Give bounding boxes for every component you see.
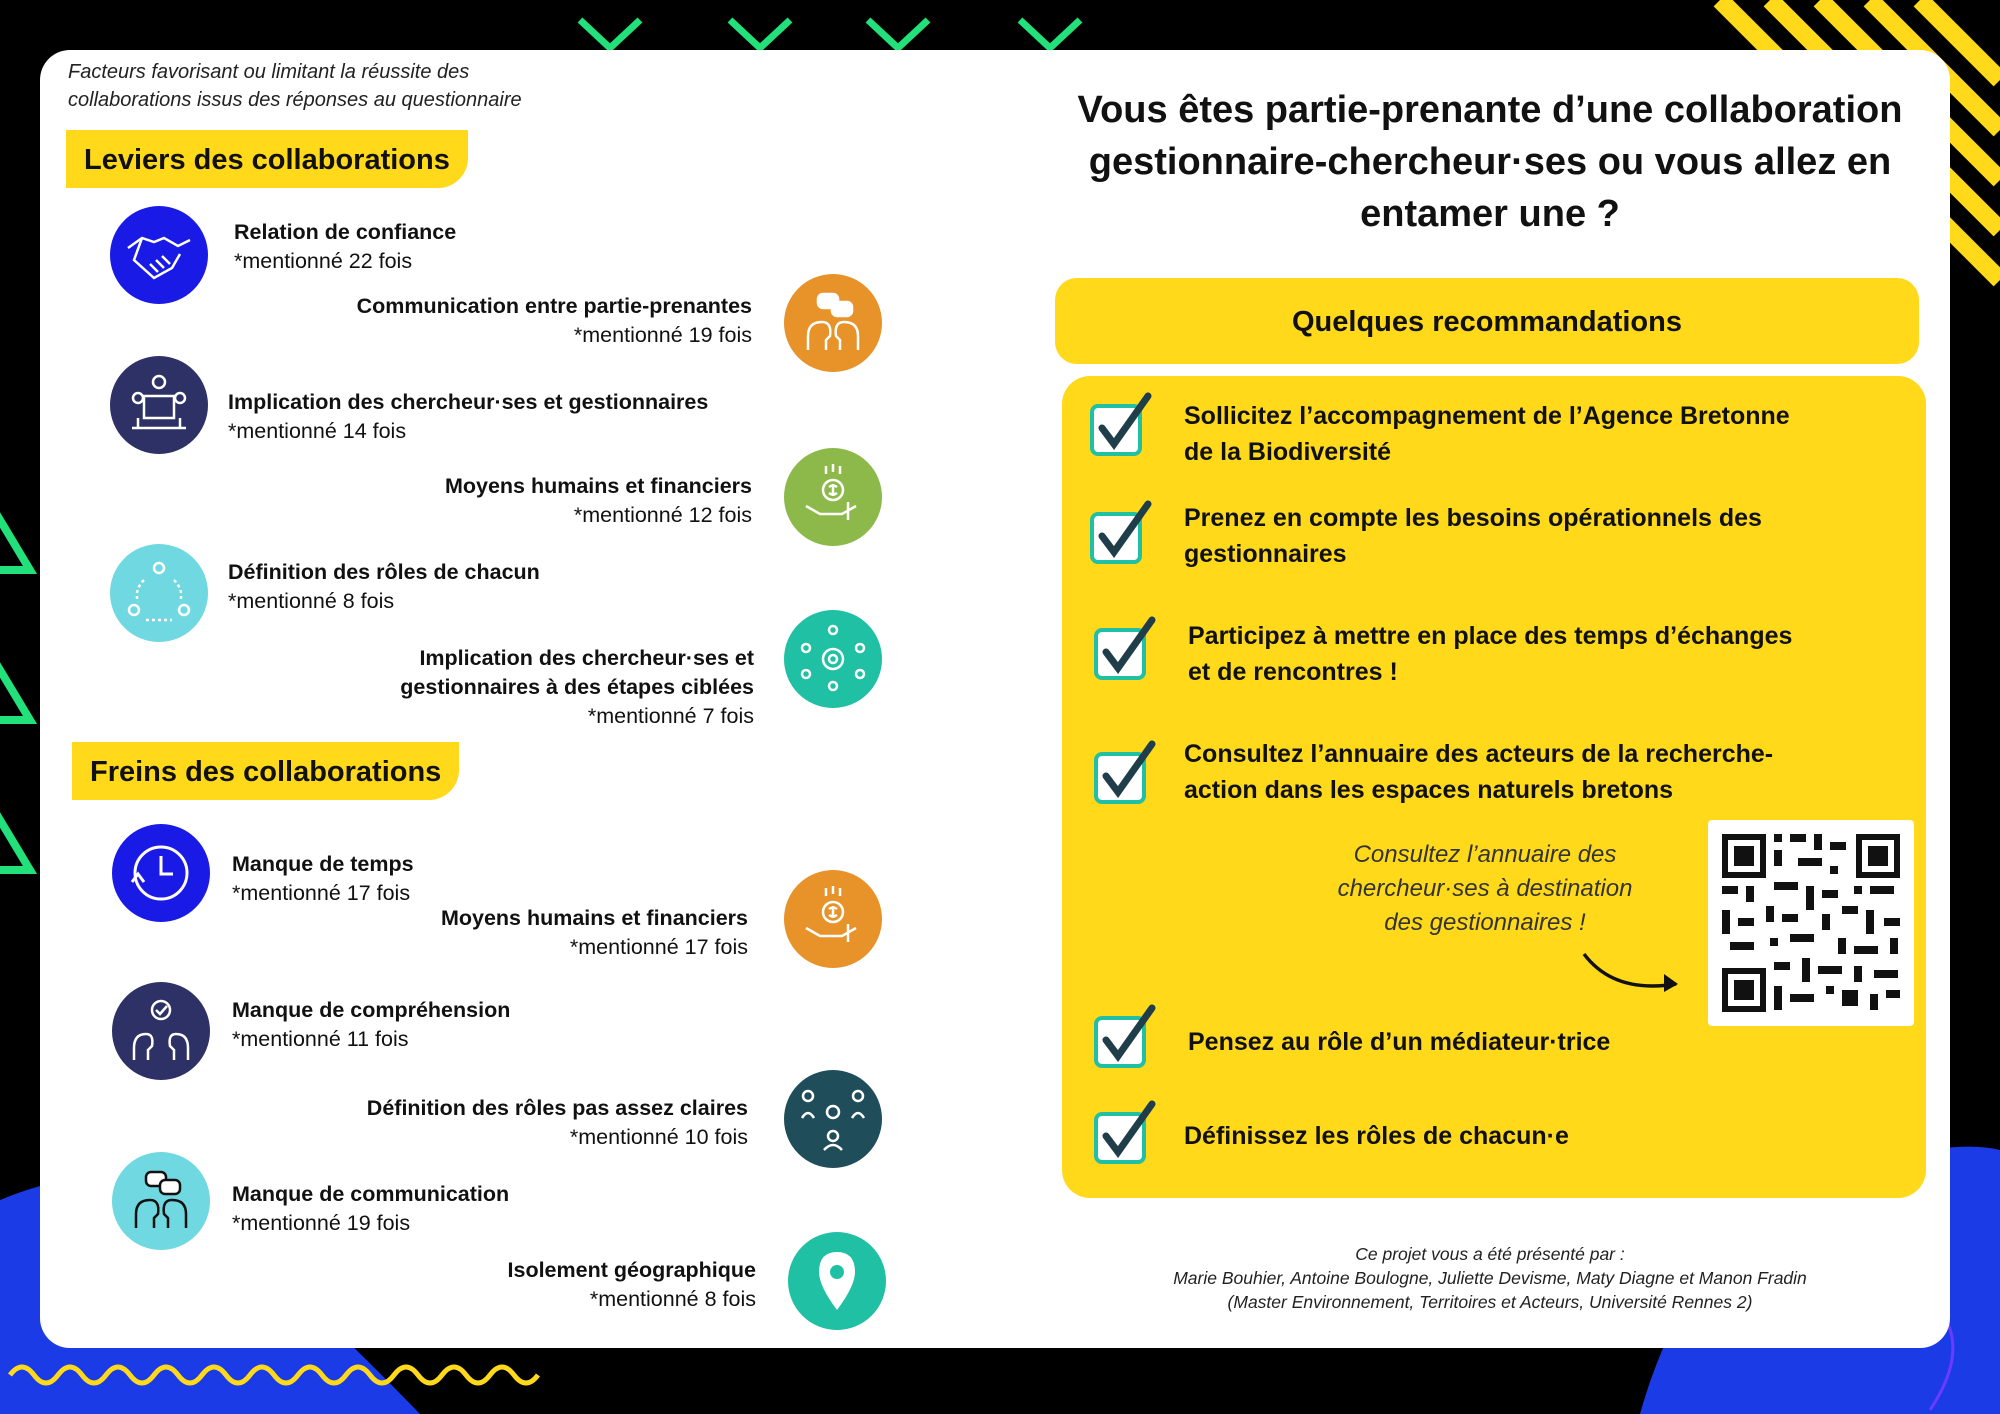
clock-icon [112, 824, 210, 922]
reco-line: Sollicitez l’accompagnement de l’Agence Bretonne [1184, 402, 1790, 430]
brake-item-understanding [232, 996, 510, 1054]
handshake-icon [110, 206, 208, 304]
lever-item-targeted [200, 644, 754, 731]
item-title: Moyens humains et financiers [440, 906, 748, 930]
brakes-title: Freins des collaborations [72, 742, 459, 800]
qr-note-line: chercheur·ses à destination [1337, 875, 1633, 902]
understanding-icon [112, 982, 210, 1080]
item-count: *mentionné 22 fois [234, 249, 413, 273]
lever-item-involvement [228, 388, 708, 446]
qr-code-icon [1708, 820, 1914, 1026]
reco-line: et de rencontres ! [1188, 658, 1398, 686]
qr-note [1290, 838, 1680, 940]
target-team-icon [784, 610, 882, 708]
item-count: *mentionné 11 fois [232, 1027, 409, 1051]
item-title: Communication entre partie-prenantes [356, 294, 752, 318]
meeting-icon [110, 356, 208, 454]
conversation-icon [784, 274, 882, 372]
lever-item-roles [228, 558, 540, 616]
lever-item-communication [200, 292, 752, 350]
checkbox-icon [1092, 1100, 1162, 1170]
reco-line: Consultez l’annuaire des acteurs de la recherche- [1184, 740, 1774, 768]
item-title: Relation de confiance [234, 220, 457, 244]
checkbox-icon [1088, 392, 1158, 462]
intro-line: collaborations issus des réponses au questionnaire [68, 89, 522, 111]
item-count: *mentionné 17 fois [232, 881, 411, 905]
recommendation-item [1184, 398, 1790, 470]
qr-note-line: Consultez l’annuaire des [1353, 841, 1617, 868]
recommendation-item [1188, 618, 1792, 690]
brake-item-time [232, 850, 414, 908]
checkbox-icon [1088, 500, 1158, 570]
item-count: *mentionné 8 fois [589, 1287, 756, 1311]
intro-text [68, 58, 668, 114]
roles-icon [784, 1070, 882, 1168]
brake-item-resources [200, 904, 748, 962]
lever-item-trust [234, 218, 456, 276]
credits [1090, 1242, 1890, 1314]
triangle-decoration [0, 470, 30, 870]
item-count: *mentionné 14 fois [228, 419, 407, 443]
recommendations-header: Quelques recommandations [1055, 278, 1919, 364]
item-count: *mentionné 19 fois [232, 1211, 411, 1235]
item-count: *mentionné 19 fois [573, 323, 752, 347]
item-title: Implication des chercheur·ses et [419, 646, 754, 670]
title-line: gestionnaire-chercheur·ses ou vous allez en [1088, 141, 1892, 183]
item-title: gestionnaires à des étapes ciblées [400, 675, 754, 699]
checkbox-icon [1092, 740, 1162, 810]
location-pin-icon [788, 1232, 886, 1330]
money-hand-icon [784, 870, 882, 968]
page-title [1010, 84, 1970, 240]
reco-line: Pensez au rôle d’un médiateur·trice [1188, 1028, 1611, 1056]
qr-code[interactable] [1708, 820, 1914, 1026]
money-hand-icon [784, 448, 882, 546]
checkbox-icon [1092, 616, 1162, 686]
levers-title: Leviers des collaborations [66, 130, 468, 188]
item-title: Moyens humains et financiers [444, 474, 752, 498]
recommendation-item [1188, 1024, 1610, 1060]
intro-line: Facteurs favorisant ou limitant la réussite des [68, 61, 470, 83]
arrow-icon [1580, 948, 1690, 998]
chevron-decoration [580, 20, 1080, 48]
checkbox-icon [1092, 1004, 1162, 1074]
brake-item-isolation [200, 1256, 756, 1314]
reco-line: Définissez les rôles de chacun·e [1184, 1122, 1569, 1150]
item-title: Isolement géographique [507, 1258, 756, 1282]
lever-item-resources [200, 472, 752, 530]
item-title: Implication des chercheur·ses et gestionnaires [228, 390, 709, 414]
item-title: Manque de compréhension [232, 998, 511, 1022]
item-title: Manque de communication [232, 1182, 510, 1206]
recommendation-item [1184, 736, 1773, 808]
title-line: entamer une ? [1360, 193, 1620, 235]
reco-line: de la Biodiversité [1184, 438, 1392, 466]
team-cycle-icon [110, 544, 208, 642]
item-count: *mentionné 12 fois [573, 503, 752, 527]
conversation-icon [112, 1152, 210, 1250]
item-title: Manque de temps [232, 852, 414, 876]
recommendation-item [1184, 1118, 1569, 1154]
item-count: *mentionné 10 fois [569, 1125, 748, 1149]
item-count: *mentionné 17 fois [569, 935, 748, 959]
item-title: Définition des rôles pas assez claires [366, 1096, 748, 1120]
item-count: *mentionné 7 fois [587, 704, 754, 728]
brake-item-communication [232, 1180, 509, 1238]
credits-line: Ce projet vous a été présenté par : [1355, 1244, 1625, 1264]
item-count: *mentionné 8 fois [228, 589, 395, 613]
item-title: Définition des rôles de chacun [228, 560, 540, 584]
reco-line: Prenez en compte les besoins opérationnels des [1184, 504, 1762, 532]
title-line: Vous êtes partie-prenante d’une collaboration [1077, 89, 1903, 131]
reco-line: action dans les espaces naturels bretons [1184, 776, 1674, 804]
reco-line: gestionnaires [1184, 540, 1347, 568]
credits-line: (Master Environnement, Territoires et Acteurs, Université Rennes 2) [1227, 1292, 1753, 1312]
brake-item-roles [200, 1094, 748, 1152]
reco-line: Participez à mettre en place des temps d’échanges [1188, 622, 1793, 650]
recommendation-item [1184, 500, 1762, 572]
credits-line: Marie Bouhier, Antoine Boulogne, Juliette Devisme, Maty Diagne et Manon Fradin [1173, 1268, 1807, 1288]
qr-note-line: des gestionnaires ! [1384, 909, 1586, 936]
